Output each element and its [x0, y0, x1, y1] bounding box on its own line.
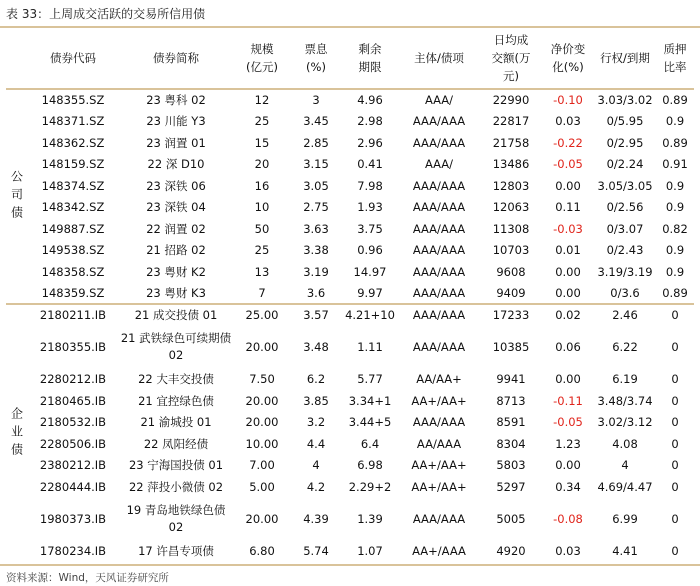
name-cell: 23 深铁 04 — [146, 200, 206, 215]
term-cell: 0.96 — [357, 243, 383, 258]
volume-cell: 21758 — [492, 135, 530, 150]
yield-cell: 0/5.95 — [606, 114, 644, 129]
volume-header: 日均成 交额(万 元) — [480, 28, 542, 89]
change-cell: 0.00 — [555, 458, 581, 473]
yield-cell: 3.19/3.19 — [597, 264, 653, 279]
pledge-cell: 0.9 — [665, 178, 685, 193]
volume-cell: 5297 — [496, 479, 526, 494]
table-row — [6, 197, 694, 219]
table-row — [6, 154, 694, 176]
volume-cell: 17233 — [480, 304, 542, 326]
pledge-cell: 0.91 — [662, 157, 688, 172]
name-cell: 22 萍投小微债 02 — [128, 479, 224, 494]
term-cell: 0.41 — [357, 157, 383, 172]
change-cell: -0.05 — [553, 157, 583, 172]
yield-cell: 4.41 — [612, 544, 638, 559]
rating-cell: AAA/AAA — [412, 200, 466, 215]
code-cell: 149538.SZ — [41, 243, 105, 258]
term-cell: 9.97 — [357, 285, 383, 300]
rating-cell: AAA/AAA — [412, 264, 466, 279]
term-cell: 14.97 — [353, 264, 387, 279]
coupon-cell: 3.45 — [303, 114, 329, 129]
term-cell: 2.98 — [357, 114, 383, 129]
term-cell: 3.75 — [357, 221, 383, 236]
change-cell: 1.23 — [555, 436, 581, 451]
scale-cell: 15 — [254, 135, 270, 150]
code-cell: 2280212.IB — [39, 372, 107, 387]
volume-cell: 9608 — [496, 264, 526, 279]
pledge-header: 质押 比率 — [656, 28, 694, 89]
change-cell: -0.11 — [553, 393, 583, 408]
volume-cell: 4920 — [496, 544, 526, 559]
volume-cell: 5803 — [496, 458, 526, 473]
group-header — [6, 28, 28, 89]
coupon-cell: 3.48 — [303, 340, 329, 354]
name-cell: 21 宜控绿色债 — [138, 393, 214, 408]
yield-header: 行权/到期 — [594, 28, 656, 89]
yield-cell: 3.03/3.02 — [597, 93, 653, 108]
term-cell: 5.77 — [357, 372, 383, 387]
pledge-cell: 0 — [671, 479, 679, 494]
name-cell: 23 粤科 02 — [146, 93, 206, 108]
term-cell: 2.29+2 — [348, 479, 392, 494]
pledge-cell: 0 — [671, 372, 679, 387]
name-cell: 22 深 D10 — [147, 157, 205, 172]
table-row — [6, 476, 694, 498]
scale-cell: 12 — [254, 93, 270, 108]
coupon-cell: 5.74 — [303, 544, 329, 559]
name-cell: 22 大丰交投债 — [138, 372, 214, 387]
code-cell: 149887.SZ — [41, 221, 105, 236]
rating-cell: AA/AAA — [416, 436, 462, 451]
name-cell: 21 招路 02 — [146, 243, 206, 258]
rating-cell: AAA/AAA — [412, 415, 466, 430]
table-row — [6, 218, 694, 240]
yield-cell: 6.99 — [612, 512, 638, 526]
table-row — [6, 326, 694, 369]
term-cell: 3.34+1 — [348, 393, 392, 408]
coupon-cell: 3.15 — [303, 157, 329, 172]
scale-cell: 7 — [258, 285, 266, 300]
scale-cell: 20.00 — [245, 340, 279, 354]
scale-cell: 7.00 — [249, 458, 275, 473]
coupon-header: 票息 (%) — [290, 28, 342, 89]
rating-cell: AA+/AA+ — [411, 458, 467, 473]
rating-cell: AAA/AAA — [412, 135, 466, 150]
table-row — [6, 433, 694, 455]
group-label: 公司债 — [9, 169, 24, 224]
term-cell: 1.07 — [357, 544, 383, 559]
coupon-cell: 3.05 — [303, 178, 329, 193]
rating-cell: AAA/AAA — [412, 285, 466, 300]
change-cell: 0.00 — [555, 178, 581, 193]
volume-cell: 5005 — [496, 512, 526, 526]
yield-cell: 3.48/3.74 — [597, 393, 653, 408]
volume-cell: 9941 — [496, 372, 526, 387]
rating-cell: AAA/AAA — [412, 178, 466, 193]
table-row — [6, 369, 694, 391]
change-cell: 0.34 — [555, 479, 581, 494]
volume-cell: 10703 — [492, 243, 530, 258]
scale-cell: 6.80 — [249, 544, 275, 559]
code-header: 债券代码 — [28, 28, 118, 89]
change-cell: -0.08 — [553, 512, 583, 526]
coupon-cell: 4.39 — [303, 512, 329, 526]
pledge-cell: 0 — [671, 544, 679, 559]
pledge-cell: 0 — [671, 415, 679, 430]
title-bar — [0, 0, 700, 28]
yield-cell: 0/3.6 — [610, 285, 640, 300]
volume-cell: 8713 — [496, 393, 526, 408]
yield-cell: 0/2.24 — [606, 157, 644, 172]
change-cell: 0.06 — [555, 340, 581, 354]
code-cell: 2280444.IB — [39, 479, 107, 494]
name-cell: 17 许昌专项债 — [138, 544, 214, 559]
code-cell: 1980373.IB — [39, 512, 107, 526]
table-row — [6, 455, 694, 477]
change-header: 净价变 化(%) — [542, 28, 594, 89]
term-cell: 6.4 — [360, 436, 380, 451]
yield-cell: 0/3.07 — [606, 221, 644, 236]
pledge-cell: 0 — [671, 393, 679, 408]
coupon-cell: 3.38 — [303, 243, 329, 258]
volume-cell: 8304 — [496, 436, 526, 451]
rating-cell: AAA/AAA — [412, 221, 466, 236]
pledge-cell: 0 — [671, 512, 679, 526]
rating-cell: AA+/AAA — [412, 544, 466, 559]
code-cell: 148374.SZ — [41, 178, 105, 193]
table-row — [6, 132, 694, 154]
name-cell: 23 润置 01 — [146, 135, 206, 150]
yield-cell: 6.22 — [612, 340, 638, 354]
group-label: 企业债 — [6, 304, 28, 562]
footer — [0, 564, 700, 586]
code-cell: 148371.SZ — [41, 114, 105, 129]
coupon-cell: 3.2 — [306, 415, 326, 430]
term-cell: 2.96 — [357, 135, 383, 150]
code-cell: 148355.SZ — [41, 93, 105, 108]
table-row — [6, 498, 694, 541]
volume-cell: 12803 — [492, 178, 530, 193]
code-cell: 148359.SZ — [41, 285, 105, 300]
table-row — [6, 261, 694, 283]
term-cell: 1.39 — [357, 512, 383, 526]
rating-cell: AA+/AA+ — [411, 393, 467, 408]
change-cell: -0.22 — [553, 135, 583, 150]
pledge-cell: 0.89 — [662, 135, 688, 150]
scale-cell: 10 — [254, 200, 270, 215]
name-cell: 21 武铁绿色可续期债 02 — [120, 331, 232, 362]
scale-cell: 25 — [254, 114, 270, 129]
term-cell: 4.21+10 — [342, 304, 398, 326]
term-cell: 1.93 — [357, 200, 383, 215]
volume-cell: 9409 — [496, 285, 526, 300]
code-cell: 2180211.IB — [28, 304, 118, 326]
scale-cell: 20.00 — [245, 393, 279, 408]
coupon-cell: 3.63 — [303, 221, 329, 236]
name-cell: 23 宁海国投债 01 — [128, 458, 224, 473]
term-cell: 7.98 — [357, 178, 383, 193]
change-cell: 0.00 — [555, 285, 581, 300]
pledge-cell: 0 — [671, 436, 679, 451]
change-cell: 0.00 — [555, 372, 581, 387]
term-cell: 3.44+5 — [348, 415, 392, 430]
yield-cell: 4 — [621, 458, 629, 473]
pledge-cell: 0.89 — [662, 93, 688, 108]
coupon-cell: 4.4 — [306, 436, 326, 451]
name-cell: 23 川能 Y3 — [146, 114, 206, 129]
scale-cell: 13 — [254, 264, 270, 279]
rating-cell: AAA/AAA — [398, 304, 480, 326]
yield-cell: 2.46 — [594, 304, 656, 326]
coupon-cell: 4.2 — [306, 479, 326, 494]
table-row — [6, 304, 694, 326]
pledge-cell: 0.9 — [665, 200, 685, 215]
coupon-cell: 3.57 — [290, 304, 342, 326]
scale-cell: 25.00 — [234, 304, 290, 326]
volume-cell: 12063 — [492, 200, 530, 215]
table-row — [6, 390, 694, 412]
table-title: 表 33：上周成交活跃的交易所信用债 — [6, 7, 206, 21]
source-note: 资料来源：Wind，天风证券研究所 — [6, 572, 169, 584]
yield-cell: 0/2.95 — [606, 135, 644, 150]
scale-cell: 25 — [254, 243, 270, 258]
pledge-cell: 0.9 — [665, 114, 685, 129]
scale-header: 规模 (亿元) — [234, 28, 290, 89]
term-cell: 6.98 — [357, 458, 383, 473]
name-cell: 23 粤财 K2 — [146, 264, 206, 279]
scale-cell: 20.00 — [245, 512, 279, 526]
yield-cell: 3.05/3.05 — [597, 178, 653, 193]
scale-cell: 16 — [254, 178, 270, 193]
volume-cell: 22817 — [492, 114, 530, 129]
scale-cell: 7.50 — [249, 372, 275, 387]
rating-cell: AAA/AAA — [412, 512, 466, 526]
name-cell: 19 青岛地铁绿色债 02 — [126, 503, 226, 534]
coupon-cell: 3.6 — [306, 285, 326, 300]
coupon-cell: 3 — [312, 93, 320, 108]
pledge-cell: 0 — [671, 340, 679, 354]
name-cell: 23 粤财 K3 — [146, 285, 206, 300]
rating-cell: AAA/AAA — [412, 340, 466, 354]
pledge-cell: 0.9 — [665, 243, 685, 258]
rating-header: 主体/债项 — [398, 28, 480, 89]
coupon-cell: 3.19 — [303, 264, 329, 279]
coupon-cell: 3.85 — [303, 393, 329, 408]
name-cell: 22 凤阳经债 — [143, 436, 209, 451]
name-cell: 21 成交投债 01 — [118, 304, 234, 326]
yield-cell: 4.08 — [612, 436, 638, 451]
change-cell: 0.00 — [555, 264, 581, 279]
table-row — [6, 175, 694, 197]
coupon-cell: 2.75 — [303, 200, 329, 215]
volume-cell: 22990 — [492, 93, 530, 108]
change-cell: 0.02 — [542, 304, 594, 326]
table-row — [6, 283, 694, 305]
yield-cell: 0/2.56 — [606, 200, 644, 215]
name-cell: 23 深铁 06 — [146, 178, 206, 193]
coupon-cell: 4 — [312, 458, 320, 473]
table-row — [6, 89, 694, 111]
volume-cell: 11308 — [492, 221, 530, 236]
code-cell: 148358.SZ — [41, 264, 105, 279]
pledge-cell: 0 — [656, 304, 694, 326]
code-cell: 2180532.IB — [39, 415, 107, 430]
code-cell: 2380212.IB — [39, 458, 107, 473]
volume-cell: 13486 — [492, 157, 530, 172]
rating-cell: AA+/AA+ — [411, 479, 467, 494]
scale-cell: 50 — [254, 221, 270, 236]
yield-cell: 0/2.43 — [606, 243, 644, 258]
table-row — [6, 541, 694, 563]
coupon-cell: 2.85 — [303, 135, 329, 150]
rating-cell: AAA/AAA — [412, 243, 466, 258]
pledge-cell: 0 — [671, 458, 679, 473]
change-cell: 0.01 — [555, 243, 581, 258]
change-cell: -0.10 — [553, 93, 583, 108]
pledge-cell: 0.82 — [662, 221, 688, 236]
pledge-cell: 0.9 — [665, 264, 685, 279]
bond-table — [6, 28, 694, 562]
header-row — [6, 28, 694, 89]
change-cell: 0.03 — [555, 114, 581, 129]
name-cell: 21 渝城投 01 — [140, 415, 212, 430]
term-cell: 1.11 — [357, 340, 383, 354]
code-cell: 1780234.IB — [39, 544, 107, 559]
term-cell: 4.96 — [357, 93, 383, 108]
scale-cell: 5.00 — [249, 479, 275, 494]
rating-cell: AAA/ — [424, 93, 454, 108]
change-cell: -0.05 — [553, 415, 583, 430]
coupon-cell: 6.2 — [306, 372, 326, 387]
scale-cell: 10.00 — [245, 436, 279, 451]
code-cell: 148342.SZ — [41, 200, 105, 215]
rating-cell: AAA/ — [424, 157, 454, 172]
yield-cell: 3.02/3.12 — [597, 415, 653, 430]
code-cell: 2280506.IB — [39, 436, 107, 451]
table-row — [6, 240, 694, 262]
code-cell: 148159.SZ — [41, 157, 105, 172]
volume-cell: 8591 — [496, 415, 526, 430]
scale-cell: 20 — [254, 157, 270, 172]
scale-cell: 20.00 — [245, 415, 279, 430]
name-header: 债券简称 — [118, 28, 234, 89]
yield-cell: 4.69/4.47 — [597, 479, 653, 494]
change-cell: -0.03 — [553, 221, 583, 236]
volume-cell: 10385 — [492, 340, 530, 354]
rating-cell: AAA/AAA — [412, 114, 466, 129]
pledge-cell: 0.89 — [662, 285, 688, 300]
change-cell: 0.11 — [555, 200, 581, 215]
table-row — [6, 412, 694, 434]
rating-cell: AA/AA+ — [416, 372, 462, 387]
code-cell: 2180355.IB — [39, 340, 107, 354]
code-cell: 148362.SZ — [41, 135, 105, 150]
table-row — [6, 111, 694, 133]
code-cell: 2180465.IB — [39, 393, 107, 408]
name-cell: 22 润置 02 — [146, 221, 206, 236]
change-cell: 0.03 — [555, 544, 581, 559]
yield-cell: 6.19 — [612, 372, 638, 387]
table-body — [6, 89, 694, 562]
term-header: 剩余 期限 — [342, 28, 398, 89]
